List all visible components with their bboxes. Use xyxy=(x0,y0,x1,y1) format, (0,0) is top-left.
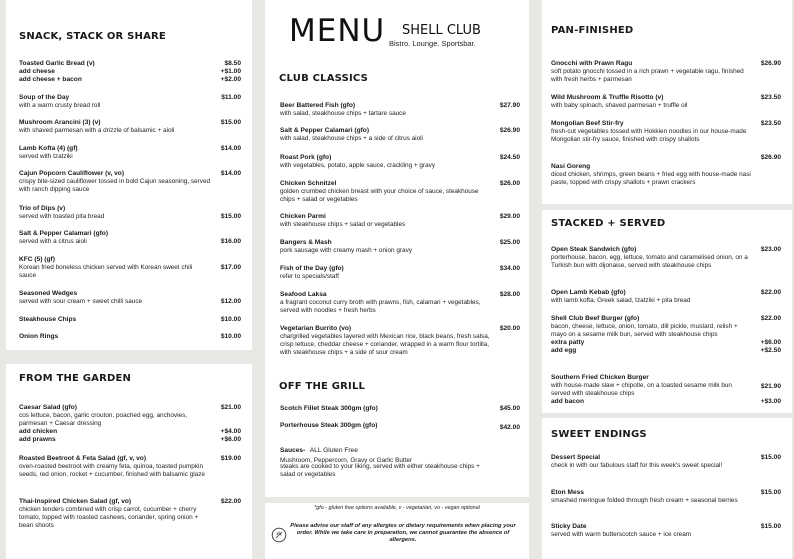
menu-item xyxy=(19,145,241,161)
item-price: $22.00 xyxy=(760,315,781,322)
item-description: Korean fried boneless chicken served with Korean sweet chili sauce xyxy=(19,264,193,279)
item-name: Wild Mushroom & Truffle Risotto (v) xyxy=(551,94,664,101)
menu-item xyxy=(19,170,241,194)
item-description: bacon, cheese, lettuce, onion, tomato, dill pickle, mustard, relish + mayo on a sesame milk bun, served with steakhouse chips xyxy=(551,323,738,338)
item-price: $10.00 xyxy=(220,316,241,323)
item-description: fresh-cut vegetables tossed with Hokkien noodles in our house-made Mongolian stir-fry sauce, finished with crispy shallots xyxy=(551,128,747,143)
item-name: Trio of Dips (v) xyxy=(19,205,66,212)
venue-name: SHELL CLUB xyxy=(402,23,481,38)
menu-item xyxy=(19,230,241,246)
menu-item xyxy=(19,316,241,324)
item-name: Seafood Laksa xyxy=(280,291,327,298)
item-price: $20.00 xyxy=(499,325,520,332)
extra-label: add cheese + bacon xyxy=(19,76,82,83)
item-description: cos lettuce, bacon, garlic crouton, poached egg, anchovies, parmesan + Caesar dressing xyxy=(19,412,188,427)
venue-tagline: Bistro. Lounge. Sportsbar. xyxy=(389,39,476,48)
menu-item xyxy=(551,60,781,84)
item-name: Toasted Garlic Bread (v) xyxy=(19,60,95,67)
extra-option xyxy=(19,436,241,444)
item-price: $22.00 xyxy=(760,289,781,296)
main-panel xyxy=(265,0,529,497)
extra-label: add chicken xyxy=(19,427,58,435)
item-price: $15.00 xyxy=(760,454,781,461)
item-name: Onion Rings xyxy=(19,333,59,340)
menu-item xyxy=(551,489,781,505)
extra-label: add bacon xyxy=(551,397,584,405)
item-description: crispy bite-sized cauliflower tossed in bold Cajun seasoning, served with ranch dipping sauce xyxy=(19,178,211,193)
menu-item xyxy=(280,422,520,430)
item-name: Bangers & Mash xyxy=(280,239,332,246)
menu-item xyxy=(19,60,241,84)
item-description: with shaved parmesan with a drizzle of balsamic + aioli xyxy=(19,127,175,134)
item-description: with vegetables, potato, apple sauce, crackling + gravy xyxy=(280,162,436,169)
extra-option xyxy=(19,428,241,436)
extra-price: +$4.00 xyxy=(220,427,241,435)
item-price: $26.90 xyxy=(760,154,781,161)
menu-item xyxy=(19,333,241,341)
item-price: $23.50 xyxy=(760,120,781,127)
item-name: Fish of the Day (gfo) xyxy=(280,265,344,272)
item-description: chicken tenders combined with crisp carrot, cucumber + cherry tomato, topped with roasted cashews, coriander, spring onion + bean shoots xyxy=(19,506,199,529)
sauces-label: Sauces- xyxy=(280,447,306,454)
section-title: CLUB CLASSICS xyxy=(279,73,369,84)
item-description: with house-made slaw + chipotle, on a toasted sesame milk bun served with steakhouse chips xyxy=(551,382,732,397)
item-description: served with tzatziki xyxy=(19,153,73,160)
item-price: $45.00 xyxy=(499,405,520,412)
item-name: KFC (5) (gf) xyxy=(19,256,55,263)
menu-item xyxy=(19,290,241,306)
menu-item xyxy=(19,455,241,479)
menu-item xyxy=(19,498,241,529)
item-name: Seasoned Wedges xyxy=(19,290,78,297)
item-price: $21.00 xyxy=(220,404,241,411)
item-name: Mushroom Arancini (3) (v) xyxy=(19,119,101,126)
item-name: Beer Battered Fish (gfo) xyxy=(280,102,356,109)
item-name: Dessert Special xyxy=(551,454,601,461)
section-title: PAN-FINISHED xyxy=(551,25,634,36)
extra-price: +$2.50 xyxy=(760,346,781,354)
item-name: Salt & Pepper Calamari (gfo) xyxy=(280,127,370,134)
snack-section xyxy=(6,0,252,350)
menu-item xyxy=(280,239,520,255)
extra-price: +$3.00 xyxy=(760,397,781,405)
item-name: Scotch Fillet Steak 300gm (gfo) xyxy=(280,405,378,412)
item-name: Caesar Salad (gfo) xyxy=(19,404,77,411)
item-name: Cajun Popcorn Cauliflower (v, vo) xyxy=(19,170,125,177)
item-description: served with sour cream + sweet chilli sauce xyxy=(19,298,143,305)
item-description: golden crumbed chicken breast with your choice of sauce, steakhouse chips + salad or vegetables xyxy=(280,188,479,203)
sauces-list: Mushroom, Peppercorn, Gravy or Garlic Butter xyxy=(280,457,413,464)
extra-option xyxy=(551,339,781,347)
menu-item xyxy=(280,213,520,229)
footer-panel xyxy=(265,503,529,559)
extra-label: extra patty xyxy=(551,338,585,346)
menu-item xyxy=(280,405,520,413)
steak-note: steaks are cooked to your liking, served with either steakhouse chips + salad or vegetables xyxy=(280,463,480,478)
menu-item xyxy=(551,94,781,110)
menu-item xyxy=(280,154,520,170)
item-price: $27.90 xyxy=(499,102,520,109)
item-description: with salad, steakhouse chips + a side of citrus aioli xyxy=(280,135,423,142)
item-description: soft potato gnocchi tossed in a rich prawn + vegetable ragu, finished with fresh herbs + parmesan xyxy=(551,68,744,83)
item-name: Sticky Date xyxy=(551,523,587,530)
dietary-legend: *gfo - gluten free options available, v - vegetarian, vo - vegan optional xyxy=(314,505,480,511)
extra-price: +$6.00 xyxy=(220,435,241,443)
item-description: with lamb kofta, Greek salad, tzatziki + pita bread xyxy=(551,297,691,304)
item-price: $23.50 xyxy=(760,94,781,101)
section-title: FROM THE GARDEN xyxy=(19,373,132,384)
item-description: diced chicken, shrimps, green beans + fried egg with house-made nasi paste, topped with crispy shallots + prawn crackers xyxy=(551,171,751,186)
section-title: SNACK, STACK OR SHARE xyxy=(19,31,166,42)
item-description: check in with our fabulous staff for this week's sweet special! xyxy=(551,462,723,469)
item-description: smashed meringue folded through fresh cream + seasonal berries xyxy=(551,497,738,504)
item-name: Chicken Parmi xyxy=(280,213,326,220)
item-description: oven-roasted beetroot with creamy feta, quinoa, toasted pumpkin seeds, red onion, rocket + cucumber, finished with balsamic glaze xyxy=(19,463,205,478)
item-description: with a warm crusty bread roll xyxy=(19,102,101,109)
item-price: $25.00 xyxy=(499,239,520,246)
menu-item xyxy=(551,523,781,539)
sauces-info xyxy=(280,439,520,465)
extra-label: add prawns xyxy=(19,435,56,443)
garden-section xyxy=(6,364,252,559)
item-description: with baby spinach, shaved parmesan + truffle oil xyxy=(551,102,688,109)
pan-section xyxy=(542,0,792,204)
extra-option xyxy=(551,347,781,355)
item-price: $16.00 xyxy=(220,238,241,245)
extra-price: +$6.00 xyxy=(760,338,781,346)
section-title: SWEET ENDINGS xyxy=(551,429,647,440)
menu-item xyxy=(280,291,520,315)
item-name: Vegetarian Burrito (vo) xyxy=(280,325,352,332)
extra-label: add cheese xyxy=(19,68,55,75)
menu-item xyxy=(551,374,781,406)
item-price: $26.90 xyxy=(760,60,781,67)
item-price: $15.00 xyxy=(220,213,241,220)
item-name: Steakhouse Chips xyxy=(19,316,77,323)
item-price: $14.00 xyxy=(220,170,241,177)
menu-item xyxy=(551,120,781,144)
sauces-note: ALL Gluten Free xyxy=(309,447,358,454)
sweet-section xyxy=(542,418,792,559)
item-name: Open Steak Sandwich (gfo) xyxy=(551,246,637,253)
item-price: $14.00 xyxy=(220,145,241,152)
item-price: $22.00 xyxy=(220,498,241,505)
item-name: Gnocchi with Prawn Ragu xyxy=(551,60,633,67)
item-description: pork sausage with creamy mash + onion gravy xyxy=(280,247,412,254)
menu-item xyxy=(19,404,241,444)
item-price: $11.00 xyxy=(221,94,241,101)
menu-item xyxy=(551,289,781,305)
extra-option xyxy=(551,398,781,406)
menu-item xyxy=(551,454,781,470)
menu-item xyxy=(19,205,241,221)
extra-label: add egg xyxy=(551,346,577,354)
item-price: $26.00 xyxy=(499,180,520,187)
menu-item xyxy=(280,180,520,204)
menu-heading: MENU xyxy=(289,13,386,49)
item-price: $26.90 xyxy=(499,127,520,134)
extra-option xyxy=(19,76,241,84)
item-name: Chicken Schnitzel xyxy=(280,180,337,187)
item-name: Shell Club Beef Burger (gfo) xyxy=(551,315,640,322)
item-price: $34.00 xyxy=(499,265,520,272)
item-name: Nasi Goreng xyxy=(551,163,591,170)
item-description: served with a citrus aioli xyxy=(19,238,87,245)
item-price: $28.00 xyxy=(499,291,520,298)
extra-price: +$1.00 xyxy=(220,68,241,75)
item-description: served with warm butterscotch sauce + ice cream xyxy=(551,531,692,538)
item-price: $42.00 xyxy=(499,424,520,431)
section-title: OFF THE GRILL xyxy=(279,381,366,392)
item-name: Thai-Inspired Chicken Salad (gf, vo) xyxy=(19,498,132,505)
extra-option xyxy=(19,68,241,76)
item-description: porterhouse, bacon, egg, lettuce, tomato and caramelised onion, on a Turkish bun with dijonaise, served with steakhouse chips xyxy=(551,254,748,269)
stacked-section xyxy=(542,210,792,413)
item-price: $19.00 xyxy=(220,455,241,462)
item-name: Mongolian Beef Stir-fry xyxy=(551,120,624,127)
item-price: $17.00 xyxy=(220,264,241,271)
menu-item xyxy=(19,94,241,110)
item-price: $24.50 xyxy=(499,154,520,161)
item-description: a fragrant coconut curry broth with prawns, fish, calamari + vegetables, served with noodles + fresh herbs xyxy=(280,299,481,314)
item-name: Salt & Pepper Calamari (gfo) xyxy=(19,230,109,237)
item-description: refer to specials/staff xyxy=(280,273,339,280)
extra-price: +$2.00 xyxy=(220,76,241,83)
allergy-icon xyxy=(271,527,287,543)
item-description: with steakhouse chips + salad or vegetables xyxy=(280,221,406,228)
item-price: $23.00 xyxy=(760,246,781,253)
item-description: with salad, steakhouse chips + tartare sauce xyxy=(280,110,406,117)
item-name: Soup of the Day xyxy=(19,94,70,101)
item-price: $8.50 xyxy=(224,60,241,67)
item-name: Roast Pork (gfo) xyxy=(280,154,332,161)
menu-item xyxy=(19,256,241,280)
item-name: Open Lamb Kebab (gfo) xyxy=(551,289,626,296)
item-price: $29.00 xyxy=(499,213,520,220)
menu-item xyxy=(19,119,241,135)
item-name: Southern Fried Chicken Burger xyxy=(551,374,649,381)
menu-item xyxy=(280,325,520,356)
item-name: Roasted Beetroot & Feta Salad (gf, v, vo) xyxy=(19,455,147,462)
item-price: $15.00 xyxy=(220,119,241,126)
menu-item xyxy=(551,246,781,270)
item-price: $10.00 xyxy=(220,333,241,340)
menu-item xyxy=(280,265,520,281)
item-price: $15.00 xyxy=(760,523,781,530)
menu-item xyxy=(551,315,781,355)
item-name: Lamb Kofta (4) (gf) xyxy=(19,145,78,152)
item-name: Eton Mess xyxy=(551,489,584,496)
allergy-notice: Please advise our staff of any allergies or dietary requirements when placing your order. While we take care in preparation, we cannot guarantee the absence of allergens. xyxy=(290,523,516,544)
item-price: $12.00 xyxy=(220,298,241,305)
item-description: served with toasted pita bread xyxy=(19,213,105,220)
menu-item xyxy=(280,102,520,118)
menu-item xyxy=(280,127,520,143)
section-title: STACKED + SERVED xyxy=(551,218,666,229)
item-name: Porterhouse Steak 300gm (gfo) xyxy=(280,422,378,429)
item-price: $21.90 xyxy=(760,383,781,390)
menu-item xyxy=(551,154,781,187)
item-price: $15.00 xyxy=(760,489,781,496)
item-description: chargrilled vegetables layered with Mexican rice, black beans, fresh salsa, crisp lettuce, cheddar cheese + coriander, wrapped in a warm flour tortilla, with steakhouse chips + a side of sour cream xyxy=(280,333,490,356)
